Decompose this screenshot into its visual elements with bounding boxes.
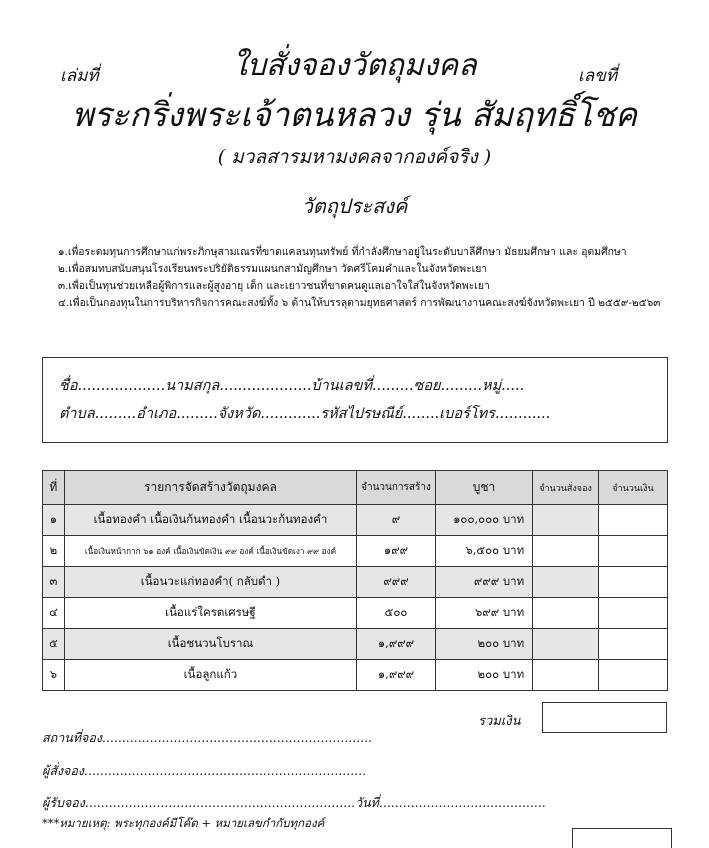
item-name: เนื้อชนวนโบราณ bbox=[64, 629, 356, 660]
column-header-order-count: จำนวนสั่งจอง bbox=[533, 471, 599, 505]
total-amount-box[interactable] bbox=[542, 702, 667, 733]
item-name: เนื้อนวะแก่ทองคำ( กลับดำ ) bbox=[64, 567, 356, 598]
order-count-cell[interactable] bbox=[533, 505, 599, 536]
row-number: ๕ bbox=[43, 629, 65, 660]
name-address-field[interactable]: ชื่อ...................นามสกุล....................บ้านเลขที่.........ซอย.........หมู่..... bbox=[59, 378, 525, 394]
column-header-no: ที่ bbox=[43, 471, 65, 505]
objective-item: ๑.เพื่อระดมทุนการศึกษาแก่พระภิกษุสามเณรที่ขาดแคลนทุนทรัพย์ ที่กำลังศึกษาอยู่ในระดับบาลีศึกษา มัธยมศึกษา และ อุดมศึกษา bbox=[58, 246, 627, 258]
item-name: เนื้อทองคำ เนื้อเงินก้นทองคำ เนื้อนวะก้นทองคำ bbox=[64, 505, 356, 536]
objectives-heading: วัตถุประสงค์ bbox=[301, 194, 408, 218]
subtitle: ( มวลสารมหามงคลจากองค์จริง ) bbox=[217, 146, 492, 168]
table-row bbox=[43, 660, 668, 691]
total-label: รวมเงิน bbox=[478, 714, 521, 729]
receiver-date-field[interactable]: ผู้รับจอง....................................................................วันที่.......................................... bbox=[42, 795, 546, 810]
amount-cell[interactable] bbox=[598, 505, 667, 536]
column-header-quantity: จำนวนการสร้าง bbox=[357, 471, 436, 505]
order-count-cell[interactable] bbox=[533, 660, 599, 691]
amount-cell[interactable] bbox=[598, 629, 667, 660]
amount-cell[interactable] bbox=[598, 567, 667, 598]
row-number: ๑ bbox=[43, 505, 65, 536]
booking-place-field[interactable]: สถานที่จอง.................................................................... bbox=[42, 730, 373, 745]
item-quantity: ๑๙๙ bbox=[357, 536, 436, 567]
item-quantity: ๙๙๙ bbox=[357, 567, 436, 598]
item-quantity: ๑,๙๙๙ bbox=[357, 660, 436, 691]
document-number-label: เลขที่ bbox=[578, 66, 618, 86]
location-phone-field[interactable]: ตำบล.........อำเภอ.........จังหวัด.............รหัสไปรษณีย์........เบอร์โทร............ bbox=[59, 406, 551, 422]
amount-cell[interactable] bbox=[598, 660, 667, 691]
row-number: ๔ bbox=[43, 598, 65, 629]
objective-item: ๔.เพื่อเป็นกองทุนในการบริหารกิจการคณะสงฆ์ทั้ง ๖ ด้านให้บรรลุตามยุทธศาสตร์ การพัฒนางานคณะสงฆ์จังหวัดพะเยา ปี ๒๕๕๙-๒๕๖๓ bbox=[58, 297, 661, 309]
table-row bbox=[43, 536, 668, 567]
column-header-price: บูชา bbox=[435, 471, 532, 505]
item-quantity: ๙ bbox=[357, 505, 436, 536]
item-price: ๒๐๐ บาท bbox=[435, 629, 532, 660]
amount-cell[interactable] bbox=[598, 598, 667, 629]
amount-cell[interactable] bbox=[598, 536, 667, 567]
order-count-cell[interactable] bbox=[533, 536, 599, 567]
order-count-cell[interactable] bbox=[533, 598, 599, 629]
column-header-item: รายการจัดสร้างวัตถุมงคล bbox=[64, 471, 356, 505]
orderer-field[interactable]: ผู้สั่งจอง....................................................................... bbox=[42, 763, 367, 778]
table-row bbox=[43, 567, 668, 598]
item-name: เนื้อลูกแก้ว bbox=[64, 660, 356, 691]
item-name: เนื้อแร่ใครตเศรษฐี bbox=[64, 598, 356, 629]
item-price: ๖,๕๐๐ บาท bbox=[435, 536, 532, 567]
column-header-amount: จำนวนเงิน bbox=[598, 471, 667, 505]
customer-info-box bbox=[42, 357, 668, 443]
amulet-series-title: พระกริ่งพระเจ้าตนหลวง รุ่น สัมฤทธิ์โชค bbox=[71, 95, 638, 134]
item-price: ๑๐๐,๐๐๐ บาท bbox=[435, 505, 532, 536]
item-quantity: ๑,๙๙๙ bbox=[357, 629, 436, 660]
row-number: ๓ bbox=[43, 567, 65, 598]
item-price: ๙๙๙ บาท bbox=[435, 567, 532, 598]
objective-item: ๒.เพื่อสมทบสนับสนุนโรงเรียนพระปริยัติธรรมแผนกสามัญศึกษา วัดศรีโคมคำและในจังหวัดพะเยา bbox=[58, 263, 488, 275]
book-number-label: เล่มที่ bbox=[60, 66, 99, 86]
row-number: ๒ bbox=[43, 536, 65, 567]
table-row bbox=[43, 629, 668, 660]
objective-item: ๓.เพื่อเป็นทุนช่วยเหลือผู้พิการและผู้สูงอายุ เด็ก และเยาวชนที่ขาดคนดูแลเอาใจใส่ในจังหวัดพะเยา bbox=[58, 280, 490, 292]
document-title: ใบสั่งจองวัตถุมงคล bbox=[232, 48, 477, 83]
row-number: ๖ bbox=[43, 660, 65, 691]
table-row bbox=[43, 505, 668, 536]
table-row bbox=[43, 598, 668, 629]
corner-box bbox=[572, 828, 672, 848]
objectives-list bbox=[58, 244, 698, 312]
item-price: ๖๙๙ บาท bbox=[435, 598, 532, 629]
order-table bbox=[42, 470, 668, 691]
item-name: เนื้อเงินหน้ากาก ๖๑ องค์ เนื้อเงินขัดเงิน ๙๙ องค์ เนื้อเงินขัดเงา ๙๙ องค์ bbox=[64, 536, 356, 567]
item-quantity: ๕๐๐ bbox=[357, 598, 436, 629]
order-count-cell[interactable] bbox=[533, 567, 599, 598]
item-price: ๒๐๐ บาท bbox=[435, 660, 532, 691]
table-header-row bbox=[43, 471, 668, 505]
order-count-cell[interactable] bbox=[533, 629, 599, 660]
note-text: ***หมายเหตุ: พระทุกองค์มีโค๊ต + หมายเลขกำกับทุกองค์ bbox=[42, 816, 325, 830]
